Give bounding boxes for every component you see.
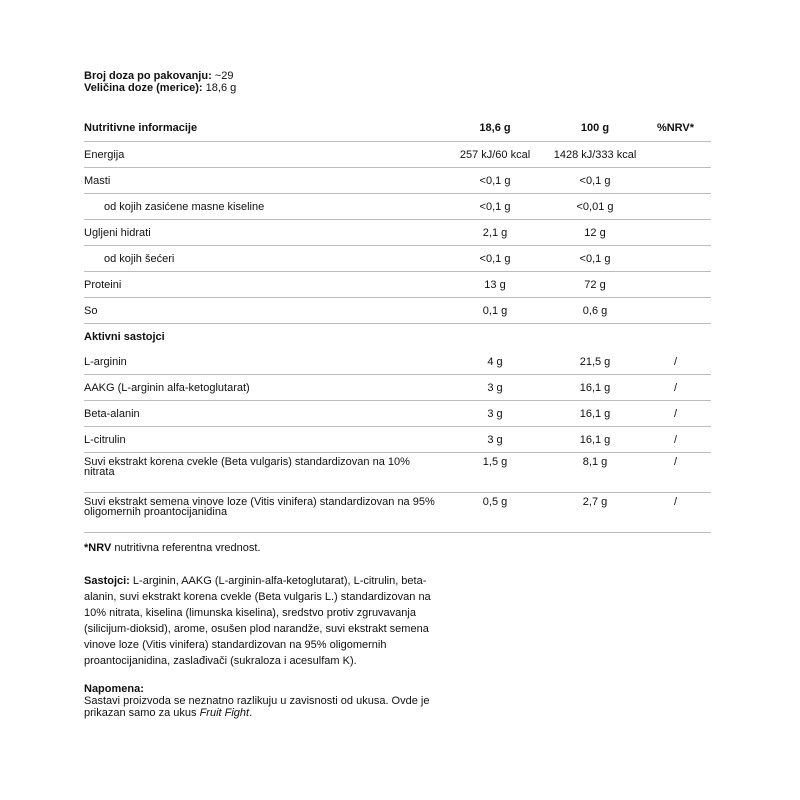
row-per-100g: 16,1 g (550, 375, 640, 401)
row-nrv (640, 220, 711, 246)
header-per-dose: 18,6 g (440, 115, 550, 142)
row-per-dose: 0,5 g (440, 493, 550, 533)
row-name: Proteini (84, 272, 440, 298)
table-row (84, 168, 711, 194)
row-name: Suvi ekstrakt korena cvekle (Beta vulgaris) standardizovan na 10% nitrata (84, 453, 440, 493)
table-row (84, 246, 711, 272)
doses-value: ~29 (211, 70, 234, 82)
row-per-dose: 257 kJ/60 kcal (440, 142, 550, 168)
row-nrv: / (640, 375, 711, 401)
row-name: Ugljeni hidrati (84, 220, 440, 246)
serving-size (84, 82, 712, 94)
footnote-label: *NRV (84, 542, 112, 554)
row-per-dose: 3 g (440, 375, 550, 401)
note-flavor: Fruit Fight (199, 707, 250, 719)
row-nrv (640, 272, 711, 298)
row-name: od kojih šećeri (84, 246, 440, 272)
ingredients-paragraph (84, 573, 444, 669)
row-per-dose: 2,1 g (440, 220, 550, 246)
row-name: AAKG (L-arginin alfa-ketoglutarat) (84, 375, 440, 401)
row-nrv: / (640, 493, 711, 533)
row-per-dose: <0,1 g (440, 168, 550, 194)
serving-size-value: 18,6 g (202, 82, 237, 94)
footnote-text: nutritivna referentna vrednost. (111, 542, 261, 554)
row-per-100g: <0,1 g (550, 246, 640, 272)
row-per-100g: 12 g (550, 220, 640, 246)
nrv-footnote (84, 542, 712, 554)
row-per-100g: <0,01 g (550, 194, 640, 220)
table-row (84, 220, 711, 246)
row-per-100g: 1428 kJ/333 kcal (550, 142, 640, 168)
note-text: Sastavi proizvoda se neznatno razlikuju u zavisnosti od ukusa. Ovde je prikazan samo za ukus (84, 695, 430, 719)
row-name: Suvi ekstrakt semena vinove loze (Vitis vinifera) standardizovan na 95% oligomernih proantocijanidina (84, 493, 440, 533)
table-row (84, 194, 711, 220)
row-nrv (640, 194, 711, 220)
row-per-100g: 21,5 g (550, 349, 640, 375)
row-per-100g: <0,1 g (550, 168, 640, 194)
table-row (84, 453, 711, 493)
table-row (84, 375, 711, 401)
nutrition-table (84, 115, 711, 533)
table-row (84, 272, 711, 298)
table-row (84, 349, 711, 375)
row-name: So (84, 298, 440, 324)
row-per-100g: 0,6 g (550, 298, 640, 324)
row-nrv: / (640, 349, 711, 375)
row-name: Masti (84, 168, 440, 194)
table-row (84, 401, 711, 427)
table-row (84, 493, 711, 533)
table-row (84, 427, 711, 453)
row-per-100g: 16,1 g (550, 401, 640, 427)
row-per-dose: 4 g (440, 349, 550, 375)
note-paragraph (84, 683, 444, 719)
header-nutrition: Nutritivne informacije (84, 115, 440, 142)
row-per-100g: 8,1 g (550, 453, 640, 493)
row-name: od kojih zasićene masne kiseline (84, 194, 440, 220)
row-per-dose: 0,1 g (440, 298, 550, 324)
table-header-row (84, 115, 711, 142)
serving-info (84, 70, 712, 94)
row-per-dose: <0,1 g (440, 194, 550, 220)
nutrition-label (84, 70, 712, 719)
header-per-100g: 100 g (550, 115, 640, 142)
note-end: . (249, 707, 253, 719)
section-header-row (84, 324, 711, 350)
row-nrv: / (640, 401, 711, 427)
doses-label: Broj doza po pakovanju: (84, 70, 212, 82)
row-per-dose: 1,5 g (440, 453, 550, 493)
table-row (84, 298, 711, 324)
row-nrv (640, 298, 711, 324)
table-row (84, 142, 711, 168)
row-per-dose: 13 g (440, 272, 550, 298)
row-name: Beta-alanin (84, 401, 440, 427)
note-label: Napomena: (84, 683, 144, 695)
row-per-dose: 3 g (440, 427, 550, 453)
row-name: Energija (84, 142, 440, 168)
row-per-100g: 72 g (550, 272, 640, 298)
ingredients-text: L-arginin, AAKG (L-arginin-alfa-ketoglutarat), L-citrulin, beta-alanin, suvi ekstrakt korena cvekle (Beta vulgaris L.) standardizovan na 10% nitrata, kiselina (limunska kiselina), sredstvo protiv zgruvavanja (silicijum-dioksid), arome, osušen plod narandže, suvi ekstrakt semena vinove loze (Vitis vinifera) standardizovan na 95% oligomernih proantocijanidina, zaslađivači (sukraloza i acesulfam K). (84, 575, 431, 667)
row-nrv (640, 142, 711, 168)
header-nrv: %NRV* (640, 115, 711, 142)
row-name: L-arginin (84, 349, 440, 375)
doses-per-pack (84, 70, 712, 82)
row-per-100g: 16,1 g (550, 427, 640, 453)
serving-size-label: Veličina doze (merice): (84, 82, 203, 94)
active-section-title: Aktivni sastojci (84, 330, 165, 343)
row-name: L-citrulin (84, 427, 440, 453)
ingredients-label: Sastojci: (84, 575, 130, 587)
row-nrv (640, 168, 711, 194)
row-per-100g: 2,7 g (550, 493, 640, 533)
row-nrv: / (640, 453, 711, 493)
row-nrv (640, 246, 711, 272)
row-per-dose: 3 g (440, 401, 550, 427)
row-per-dose: <0,1 g (440, 246, 550, 272)
row-nrv: / (640, 427, 711, 453)
